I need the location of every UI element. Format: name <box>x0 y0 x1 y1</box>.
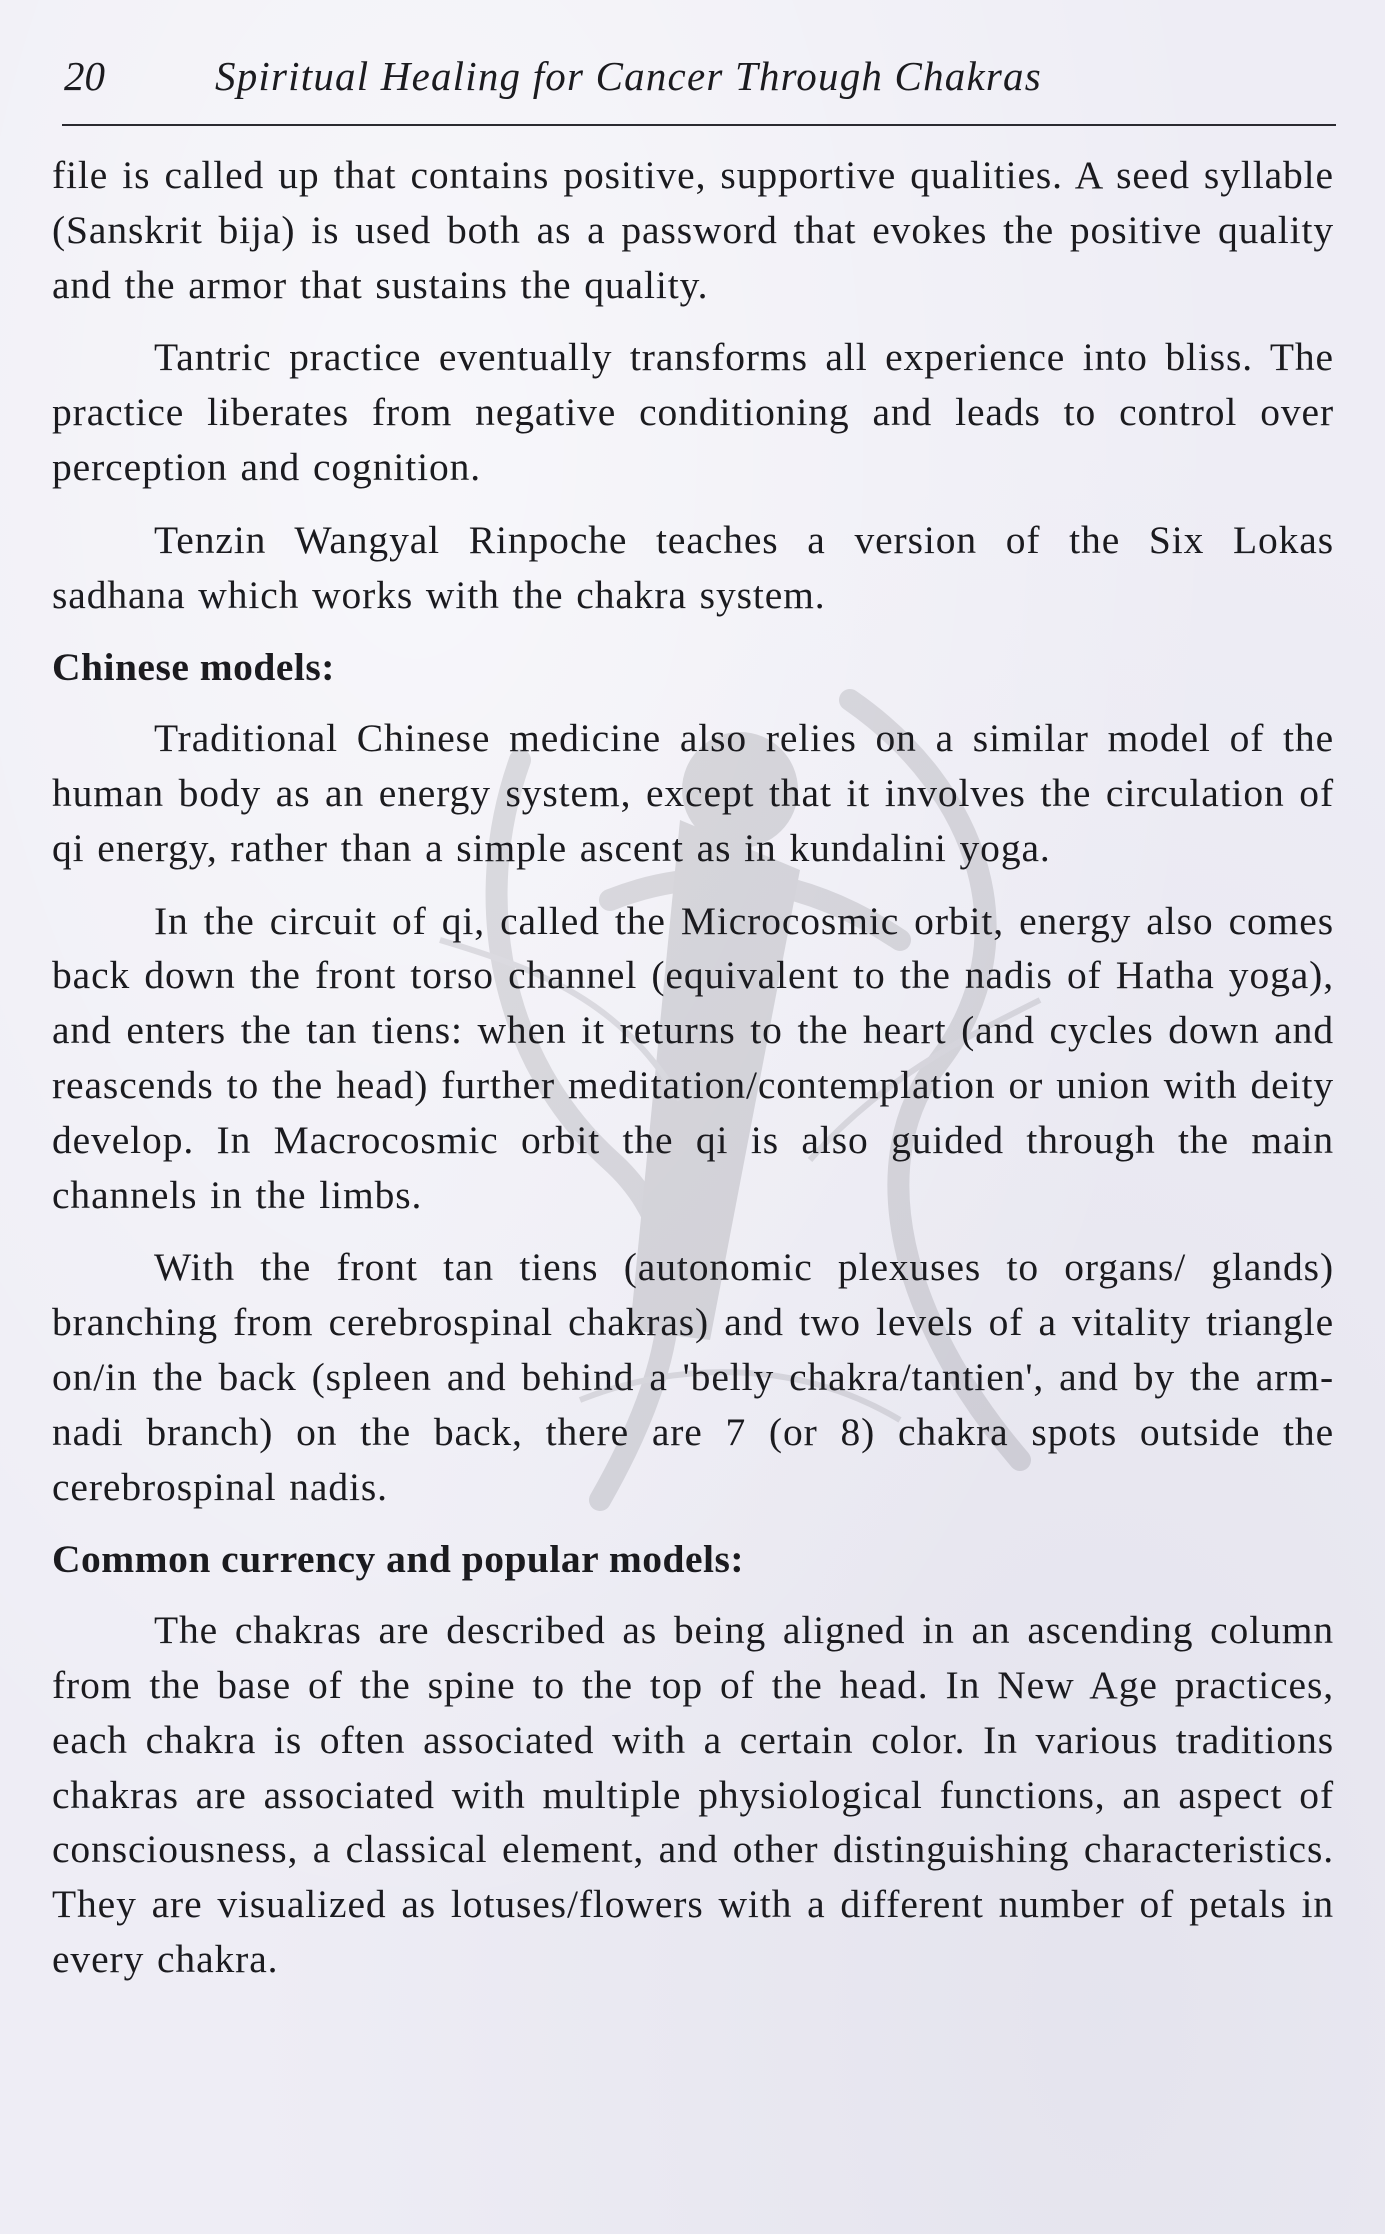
page-number: 20 <box>64 53 105 99</box>
page-header <box>62 48 1336 126</box>
paragraph-tantric-practice: Tantric practice eventually transforms all experience into bliss. The practice liberates from negative conditioning and leads to control over perception and cognition. <box>52 335 1334 489</box>
paragraph-six-lokas: Tenzin Wangyal Rinpoche teaches a version of the Six Lokas sadhana which works with the chakra system. <box>52 517 1334 617</box>
paragraph-microcosmic-orbit: In the circuit of qi, called the Microcosmic orbit, energy also comes back down the front torso channel (equivalent to the nadis of Hatha yoga), and enters the tan tiens: when it returns to the heart (and cycles down and reascends to the head) further meditation/contemplation or union with deity develop. In Macrocosmic orbit the qi is also guided through the main channels in the limbs. <box>52 898 1334 1217</box>
paragraph-chinese-medicine: Traditional Chinese medicine also relies on a similar model of the human body as an energy system, except that it involves the circulation of qi energy, rather than a simple ascent as in kundalini yoga. <box>52 716 1334 870</box>
body-text <box>52 148 1334 2005</box>
paragraph-ascending-column: The chakras are described as being aligned in an ascending column from the base of the spine to the top of the head. In New Age practices, each chakra is often associated with a certain color. In various traditions chakras are associated with multiple physiological functions, an aspect of consciousness, a classical element, and other distinguishing characteristics. They are visualized as lotuses/flowers with a different number of petals in every chakra. <box>52 1608 1334 1981</box>
paragraph-continued: file is called up that contains positive, supportive qualities. A seed syllable (Sanskrit bija) is used both as a password that evokes the positive quality and the armor that sustains the quality. <box>52 153 1334 307</box>
running-title: Spiritual Healing for Cancer Through Chakras <box>215 53 1042 99</box>
section-heading-chinese-models: Chinese models: <box>52 645 335 690</box>
section-heading-popular-models: Common currency and popular models: <box>52 1537 744 1582</box>
paragraph-tan-tiens: With the front tan tiens (autonomic plexuses to organs/ glands) branching from cerebrospinal chakras) and two levels of a vitality triangle on/in the back (spleen and behind a 'belly chakra/tantien', and by the arm-nadi branch) on the back, there are 7 (or 8) chakra spots outside the cerebrospinal nadis. <box>52 1245 1334 1509</box>
